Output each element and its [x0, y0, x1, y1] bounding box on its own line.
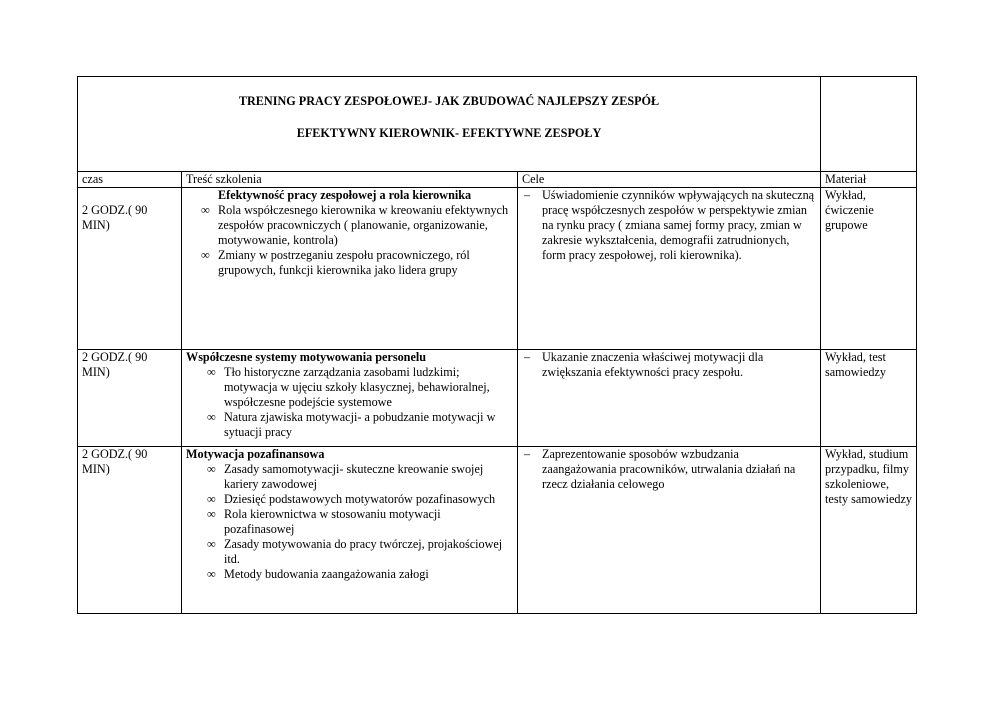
list-item: ∞ Zasady motywowania do pracy twórczej, projakościowej itd. — [207, 537, 503, 566]
goal-cell — [518, 350, 821, 447]
dash-bullet-icon: – — [524, 447, 531, 461]
dash-bullet-icon: – — [524, 350, 531, 364]
time-cell: 2 GODZ.( 90 MIN) — [78, 447, 182, 614]
content-list — [186, 462, 513, 582]
list-item: ∞ Tło historyczne zarządzania zasobami ludzkimi; motywacja w ujęciu szkoły klasycznej, behawioralnej, współczesne podejście systemowe — [207, 365, 490, 409]
infinity-bullet-icon: ∞ — [207, 410, 216, 424]
goal-item: – Ukazanie znaczenia właściwej motywacji dla zwiększania efektywności pracy zespołu. — [524, 350, 764, 379]
infinity-bullet-icon: ∞ — [207, 537, 216, 551]
program-sheet — [77, 76, 916, 614]
goal-item: – Zaprezentowanie sposobów wzbudzania zaangażowania pracowników, utrwalania działań na rzecz działania celowego — [524, 447, 796, 491]
table-row — [78, 188, 917, 350]
goal-item: – Uświadomienie czynników wpływających na skuteczną pracę współczesnych zespołów w perspektywie zmian na rynku pracy ( zmiana samej formy pracy, zmian w zakresie wykształcenia, demografii zatrudnionych, form pracy zespołowej, roli kierownika). — [524, 188, 815, 262]
infinity-bullet-icon: ∞ — [201, 203, 210, 217]
infinity-bullet-icon: ∞ — [207, 492, 216, 506]
title-row — [78, 77, 917, 172]
content-cell — [182, 447, 518, 614]
time-cell: 2 GODZ.( 90 MIN) — [78, 350, 182, 447]
content-cell — [182, 350, 518, 447]
goal-cell — [518, 188, 821, 350]
header-time: czas — [78, 172, 182, 188]
list-item: ∞ Dziesięć podstawowych motywatorów pozafinasowych — [207, 492, 496, 506]
content-list — [186, 203, 513, 278]
list-item: ∞ Rola współczesnego kierownika w kreowaniu efektywnych zespołów pracowniczych ( planowanie, organizowanie, motywowanie, kontrola) — [201, 203, 509, 247]
material-cell: Wykład, studium przypadku, filmy szkoleniowe, testy samowiedzy — [821, 447, 917, 614]
title-side-cell — [821, 77, 917, 172]
content-list — [186, 365, 513, 440]
document-title: TRENING PRACY ZESPOŁOWEJ- JAK ZBUDOWAĆ NAJLEPSZY ZESPÓŁ — [238, 94, 660, 108]
material-cell: Wykład, ćwiczenie grupowe — [821, 188, 917, 350]
section-heading: Motywacja pozafinansowa — [186, 447, 325, 461]
dash-bullet-icon: – — [524, 188, 531, 202]
goal-cell — [518, 447, 821, 614]
time-cell — [78, 188, 182, 350]
title-cell — [78, 77, 821, 172]
list-item: ∞ Zasady samomotywacji- skuteczne kreowanie swojej kariery zawodowej — [207, 462, 484, 491]
list-item: ∞ Rola kierownictwa w stosowaniu motywacji pozafinasowej — [207, 507, 441, 536]
header-material: Materiał — [821, 172, 917, 188]
material-cell: Wykład, test samowiedzy — [821, 350, 917, 447]
header-goals: Cele — [518, 172, 821, 188]
infinity-bullet-icon: ∞ — [207, 507, 216, 521]
training-program-table — [77, 76, 917, 614]
table-row — [78, 447, 917, 614]
list-item: ∞ Zmiany w postrzeganiu zespołu pracowniczego, ról grupowych, funkcji kierownika jako lidera grupy — [201, 248, 470, 277]
content-cell — [182, 188, 518, 350]
section-heading: Efektywność pracy zespołowej a rola kierownika — [218, 188, 472, 202]
infinity-bullet-icon: ∞ — [207, 462, 216, 476]
list-item: ∞ Metody budowania zaangażowania załogi — [207, 567, 429, 581]
time-value: 2 GODZ.( 90 MIN) — [82, 203, 148, 232]
section-heading: Współczesne systemy motywowania personelu — [186, 350, 427, 364]
document-subtitle: EFEKTYWNY KIEROWNIK- EFEKTYWNE ZESPOŁY — [296, 126, 602, 140]
infinity-bullet-icon: ∞ — [207, 567, 216, 581]
header-row — [78, 172, 917, 188]
list-item: ∞ Natura zjawiska motywacji- a pobudzanie motywacji w sytuacji pracy — [207, 410, 496, 439]
infinity-bullet-icon: ∞ — [201, 248, 210, 262]
header-content: Treść szkolenia — [182, 172, 518, 188]
infinity-bullet-icon: ∞ — [207, 365, 216, 379]
table-row — [78, 350, 917, 447]
